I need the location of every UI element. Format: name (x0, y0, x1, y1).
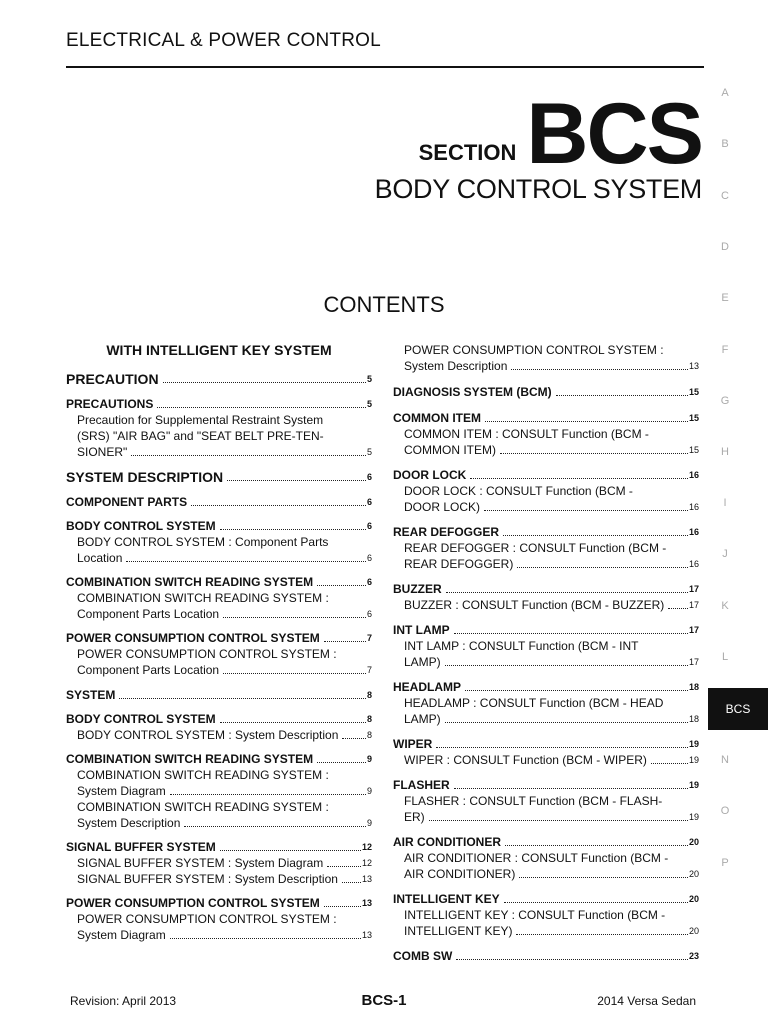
side-index-letter[interactable]: L (721, 651, 729, 663)
section-heading (418, 84, 702, 182)
toc-entry[interactable]: SIGNAL BUFFER SYSTEM 12 (66, 840, 372, 854)
toc-entry[interactable]: COMMON ITEM 15 (393, 411, 699, 425)
toc-entry[interactable]: INTELLIGENT KEY 20 (393, 892, 699, 906)
toc-left-column (66, 336, 372, 943)
toc-entry[interactable]: HEADLAMP : CONSULT Function (BCM - HEAD LAMP) 18 (404, 696, 699, 726)
document-header: ELECTRICAL & POWER CONTROL (66, 30, 381, 51)
side-index-letter[interactable]: D (721, 241, 729, 253)
toc-entry[interactable]: COMBINATION SWITCH READING SYSTEM 9 (66, 752, 372, 766)
side-index-letter[interactable]: I (723, 497, 727, 509)
toc-right-column (393, 336, 699, 964)
side-index-letter[interactable]: P (721, 857, 729, 869)
toc-entry[interactable]: POWER CONSUMPTION CONTROL SYSTEM : Component Parts Location 7 (77, 647, 372, 677)
toc-entry[interactable]: INT LAMP : CONSULT Function (BCM - INT LAMP) 17 (404, 639, 699, 669)
section-title: BODY CONTROL SYSTEM (374, 174, 702, 204)
toc-entry[interactable]: WIPER : CONSULT Function (BCM - WIPER) 19 (404, 753, 699, 767)
section-code: BCS (526, 86, 702, 182)
toc-entry[interactable]: BODY CONTROL SYSTEM 8 (66, 712, 372, 726)
section-label: SECTION (418, 140, 517, 165)
contents-title: CONTENTS (323, 292, 445, 317)
side-index-letter[interactable]: J (722, 548, 728, 560)
toc-entry[interactable]: POWER CONSUMPTION CONTROL SYSTEM 13 (66, 896, 372, 910)
toc-entry[interactable]: REAR DEFOGGER 16 (393, 525, 699, 539)
toc-entry[interactable]: INT LAMP 17 (393, 623, 699, 637)
footer-model: 2014 Versa Sedan (597, 994, 696, 1008)
side-index-letter[interactable]: E (721, 292, 729, 304)
side-index-letter[interactable]: N (721, 754, 729, 766)
toc-entry[interactable]: FLASHER : CONSULT Function (BCM - FLASH- ER) 19 (404, 794, 699, 824)
footer-revision: Revision: April 2013 (70, 994, 177, 1008)
toc-entry[interactable]: SIGNAL BUFFER SYSTEM : System Description 13 (77, 872, 372, 886)
side-index-letter[interactable]: A (721, 87, 729, 99)
toc-entry[interactable]: REAR DEFOGGER : CONSULT Function (BCM - REAR DEFOGGER) 16 (404, 541, 699, 571)
toc-subheading: WITH INTELLIGENT KEY SYSTEM (106, 342, 332, 358)
side-index-letter[interactable]: K (721, 600, 729, 612)
toc-entry[interactable]: COMMON ITEM : CONSULT Function (BCM - COMMON ITEM) 15 (404, 427, 699, 457)
toc-entry[interactable]: COMBINATION SWITCH READING SYSTEM 6 (66, 575, 372, 589)
side-index-letter[interactable]: B (721, 138, 729, 150)
toc-entry[interactable]: SIGNAL BUFFER SYSTEM : System Diagram 12 (77, 856, 372, 870)
toc-entry[interactable]: INTELLIGENT KEY : CONSULT Function (BCM - INTELLIGENT KEY) 20 (404, 908, 699, 938)
toc-entry[interactable]: HEADLAMP 18 (393, 680, 699, 694)
side-index-letter[interactable]: G (720, 395, 730, 407)
toc-entry[interactable]: BODY CONTROL SYSTEM : System Description 8 (77, 728, 372, 742)
side-index-letter[interactable]: F (721, 344, 729, 356)
side-index-letter[interactable]: C (721, 190, 729, 202)
toc-entry[interactable]: Precaution for Supplemental Restraint System (SRS) "AIR BAG" and "SEAT BELT PRE-TEN- SIONER" 5 (77, 413, 372, 459)
toc-entry[interactable]: SYSTEM DESCRIPTION 6 (66, 469, 372, 485)
footer-page-id: BCS-1 (361, 992, 407, 1009)
toc-entry[interactable]: AIR CONDITIONER 20 (393, 835, 699, 849)
toc-entry[interactable]: POWER CONSUMPTION CONTROL SYSTEM : System Diagram 13 (77, 912, 372, 942)
toc-entry[interactable]: BODY CONTROL SYSTEM 6 (66, 519, 372, 533)
toc-entry[interactable]: COMBINATION SWITCH READING SYSTEM : System Description 9 (77, 800, 372, 830)
toc-entry[interactable]: FLASHER 19 (393, 778, 699, 792)
toc-entry[interactable]: POWER CONSUMPTION CONTROL SYSTEM : System Description 13 (404, 343, 699, 373)
toc-entry[interactable]: BUZZER 17 (393, 582, 699, 596)
toc-entry[interactable]: WIPER 19 (393, 737, 699, 751)
toc-entry[interactable]: COMPONENT PARTS 6 (66, 495, 372, 509)
toc-entry[interactable]: DOOR LOCK : CONSULT Function (BCM - DOOR LOCK) 16 (404, 484, 699, 514)
toc-entry[interactable]: PRECAUTION 5 (66, 371, 372, 387)
header-rule (66, 66, 704, 68)
toc-entry[interactable]: COMB SW 23 (393, 949, 699, 963)
side-index-active-tab[interactable]: BCS (708, 688, 768, 730)
toc-entry[interactable]: BODY CONTROL SYSTEM : Component Parts Location 6 (77, 535, 372, 565)
toc-entry[interactable]: COMBINATION SWITCH READING SYSTEM : System Diagram 9 (77, 768, 372, 798)
toc-entry[interactable]: COMBINATION SWITCH READING SYSTEM : Component Parts Location 6 (77, 591, 372, 621)
toc-entry[interactable]: BUZZER : CONSULT Function (BCM - BUZZER) 17 (404, 598, 699, 612)
side-index-letter[interactable]: H (721, 446, 729, 458)
toc-entry[interactable]: AIR CONDITIONER : CONSULT Function (BCM - AIR CONDITIONER) 20 (404, 851, 699, 881)
toc-entry[interactable]: DOOR LOCK 16 (393, 468, 699, 482)
toc-entry[interactable]: POWER CONSUMPTION CONTROL SYSTEM 7 (66, 631, 372, 645)
toc-entry[interactable]: DIAGNOSIS SYSTEM (BCM) 15 (393, 385, 699, 399)
side-index (708, 0, 768, 1024)
side-index-letter[interactable]: O (720, 805, 730, 817)
toc-entry[interactable]: PRECAUTIONS 5 (66, 397, 372, 411)
toc-entry[interactable]: SYSTEM 8 (66, 688, 372, 702)
